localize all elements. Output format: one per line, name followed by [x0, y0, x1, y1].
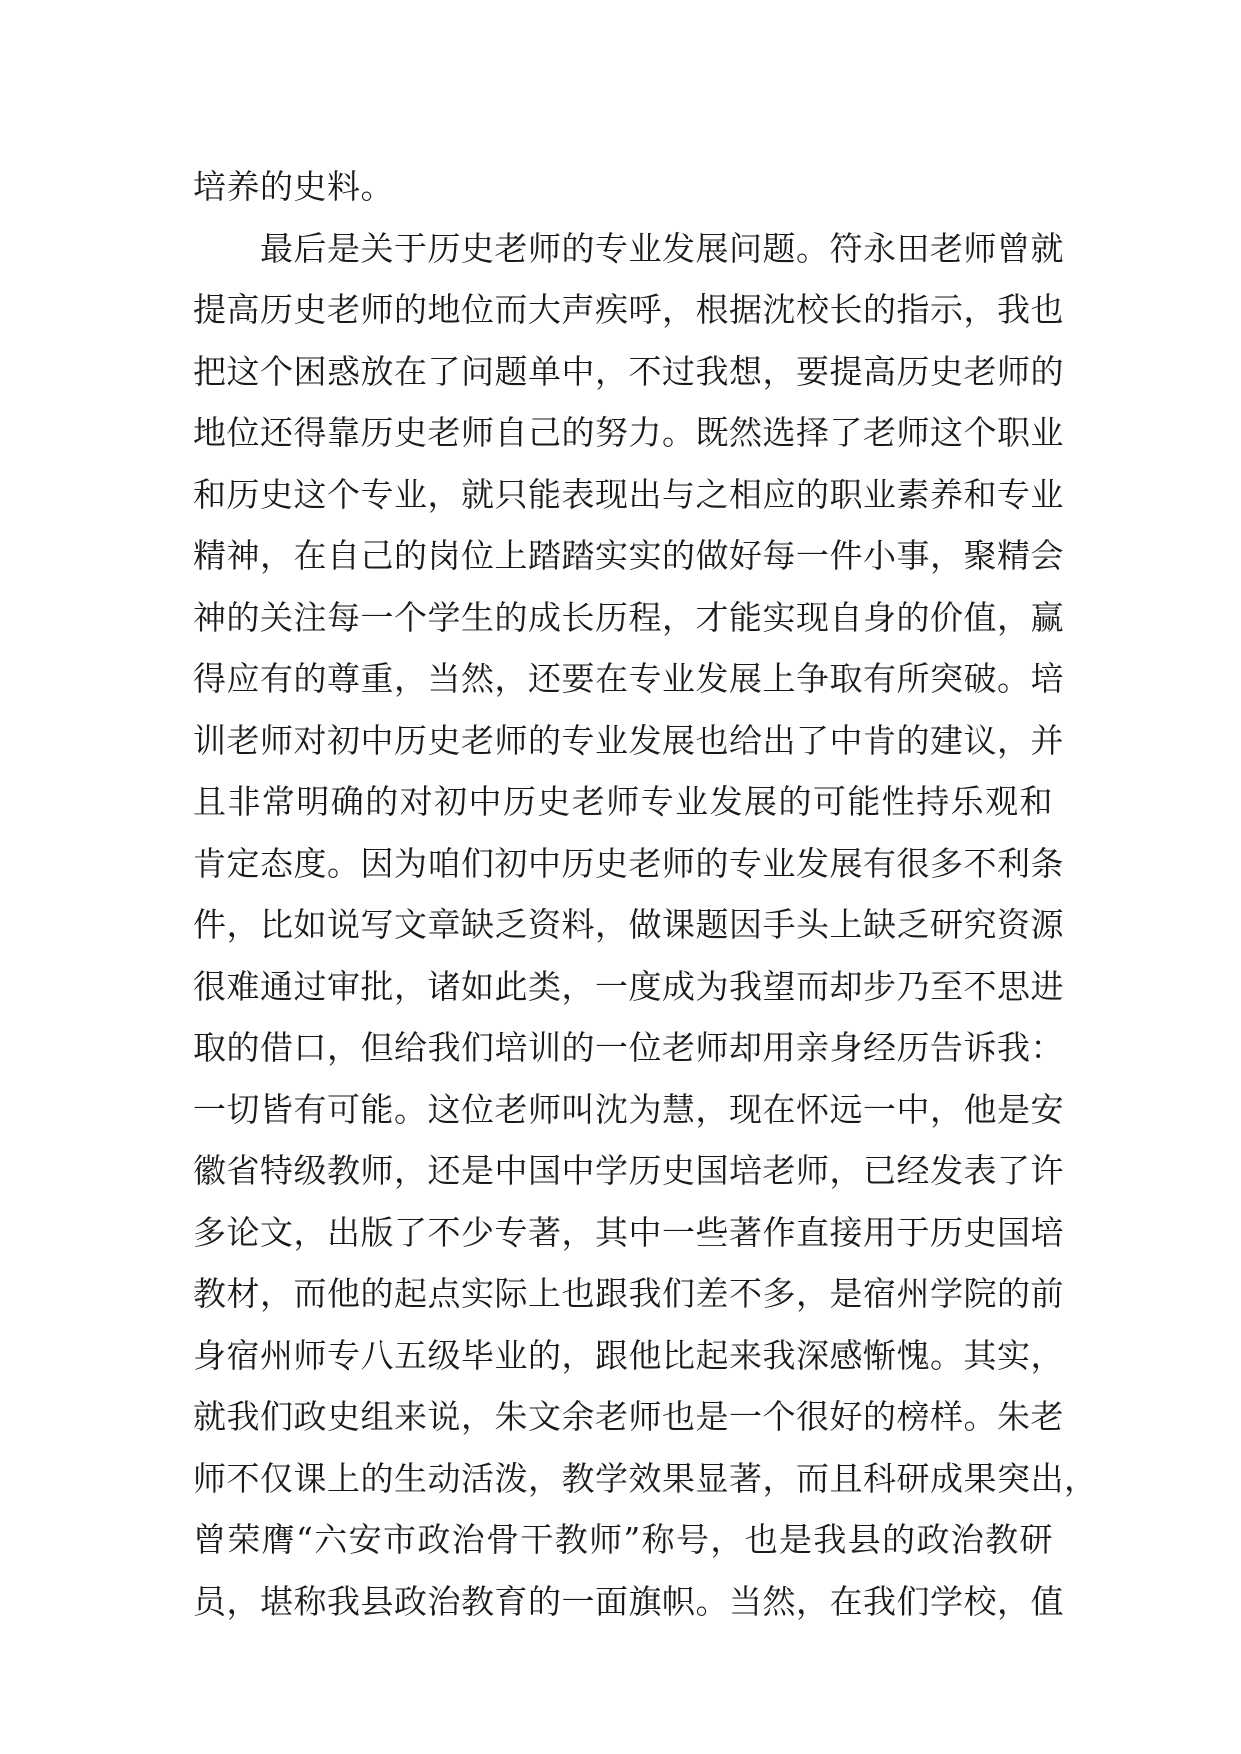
text-line: 很难通过审批，诸如此类，一度成为我望而却步乃至不思进: [193, 966, 1064, 1006]
text-line: 精神，在自己的岗位上踏踏实实的做好每一件小事，聚精会: [193, 536, 1064, 575]
text-line: 就我们政史组来说，朱文余老师也是一个很好的榜样。朱老: [193, 1397, 1064, 1436]
text-line: 神的关注每一个学生的成长历程，才能实现自身的价值，赢: [193, 597, 1064, 637]
text-line: 员，堪称我县政治教育的一面旗帜。当然，在我们学校，值: [193, 1581, 1064, 1621]
paragraph-first-line: 最后是关于历史老师的专业发展问题。符永田老师曾就: [260, 228, 1064, 268]
text-line: 得应有的尊重，当然，还要在专业发展上争取有所突破。培: [193, 659, 1064, 698]
text-line: 一切皆有可能。这位老师叫沈为慧，现在怀远一中，他是安: [193, 1089, 1064, 1129]
text-line: 训老师对初中历史老师的专业发展也给出了中肯的建议，并: [193, 720, 1064, 760]
text-line: 提高历史老师的地位而大声疾呼，根据沈校长的指示，我也: [193, 290, 1064, 329]
text-line: 和历史这个专业，就只能表现出与之相应的职业素养和专业: [193, 474, 1064, 514]
text-line: 地位还得靠历史老师自己的努力。既然选择了老师这个职业: [193, 413, 1064, 452]
text-line: 教材，而他的起点实际上也跟我们差不多，是宿州学院的前: [193, 1274, 1064, 1313]
text-line: 培养的史料。: [193, 167, 394, 206]
text-line: 取的借口，但给我们培训的一位老师却用亲身经历告诉我：: [193, 1028, 1064, 1067]
text-line: 师不仅课上的生动活泼，教学效果显著，而且科研成果突出，: [193, 1458, 1098, 1498]
text-line: 把这个困惑放在了问题单中，不过我想，要提高历史老师的: [193, 351, 1064, 391]
text-line: 身宿州师专八五级毕业的，跟他比起来我深感惭愧。其实，: [193, 1335, 1064, 1375]
text-line: 肯定态度。因为咱们初中历史老师的专业发展有很多不利条: [193, 843, 1064, 883]
text-line: 曾荣膺“六安市政治骨干教师”称号，也是我县的政治教研: [193, 1520, 1053, 1559]
text-line: 件，比如说写文章缺乏资料，做课题因手头上缺乏研究资源: [193, 905, 1064, 944]
body-text: [193, 156, 1098, 1632]
text-line: 且非常明确的对初中历史老师专业发展的可能性持乐观和: [193, 782, 1053, 821]
text-line: 多论文，出版了不少专著，其中一些著作直接用于历史国培: [193, 1212, 1064, 1252]
text-line: 徽省特级教师，还是中国中学历史国培老师，已经发表了许: [193, 1151, 1064, 1190]
